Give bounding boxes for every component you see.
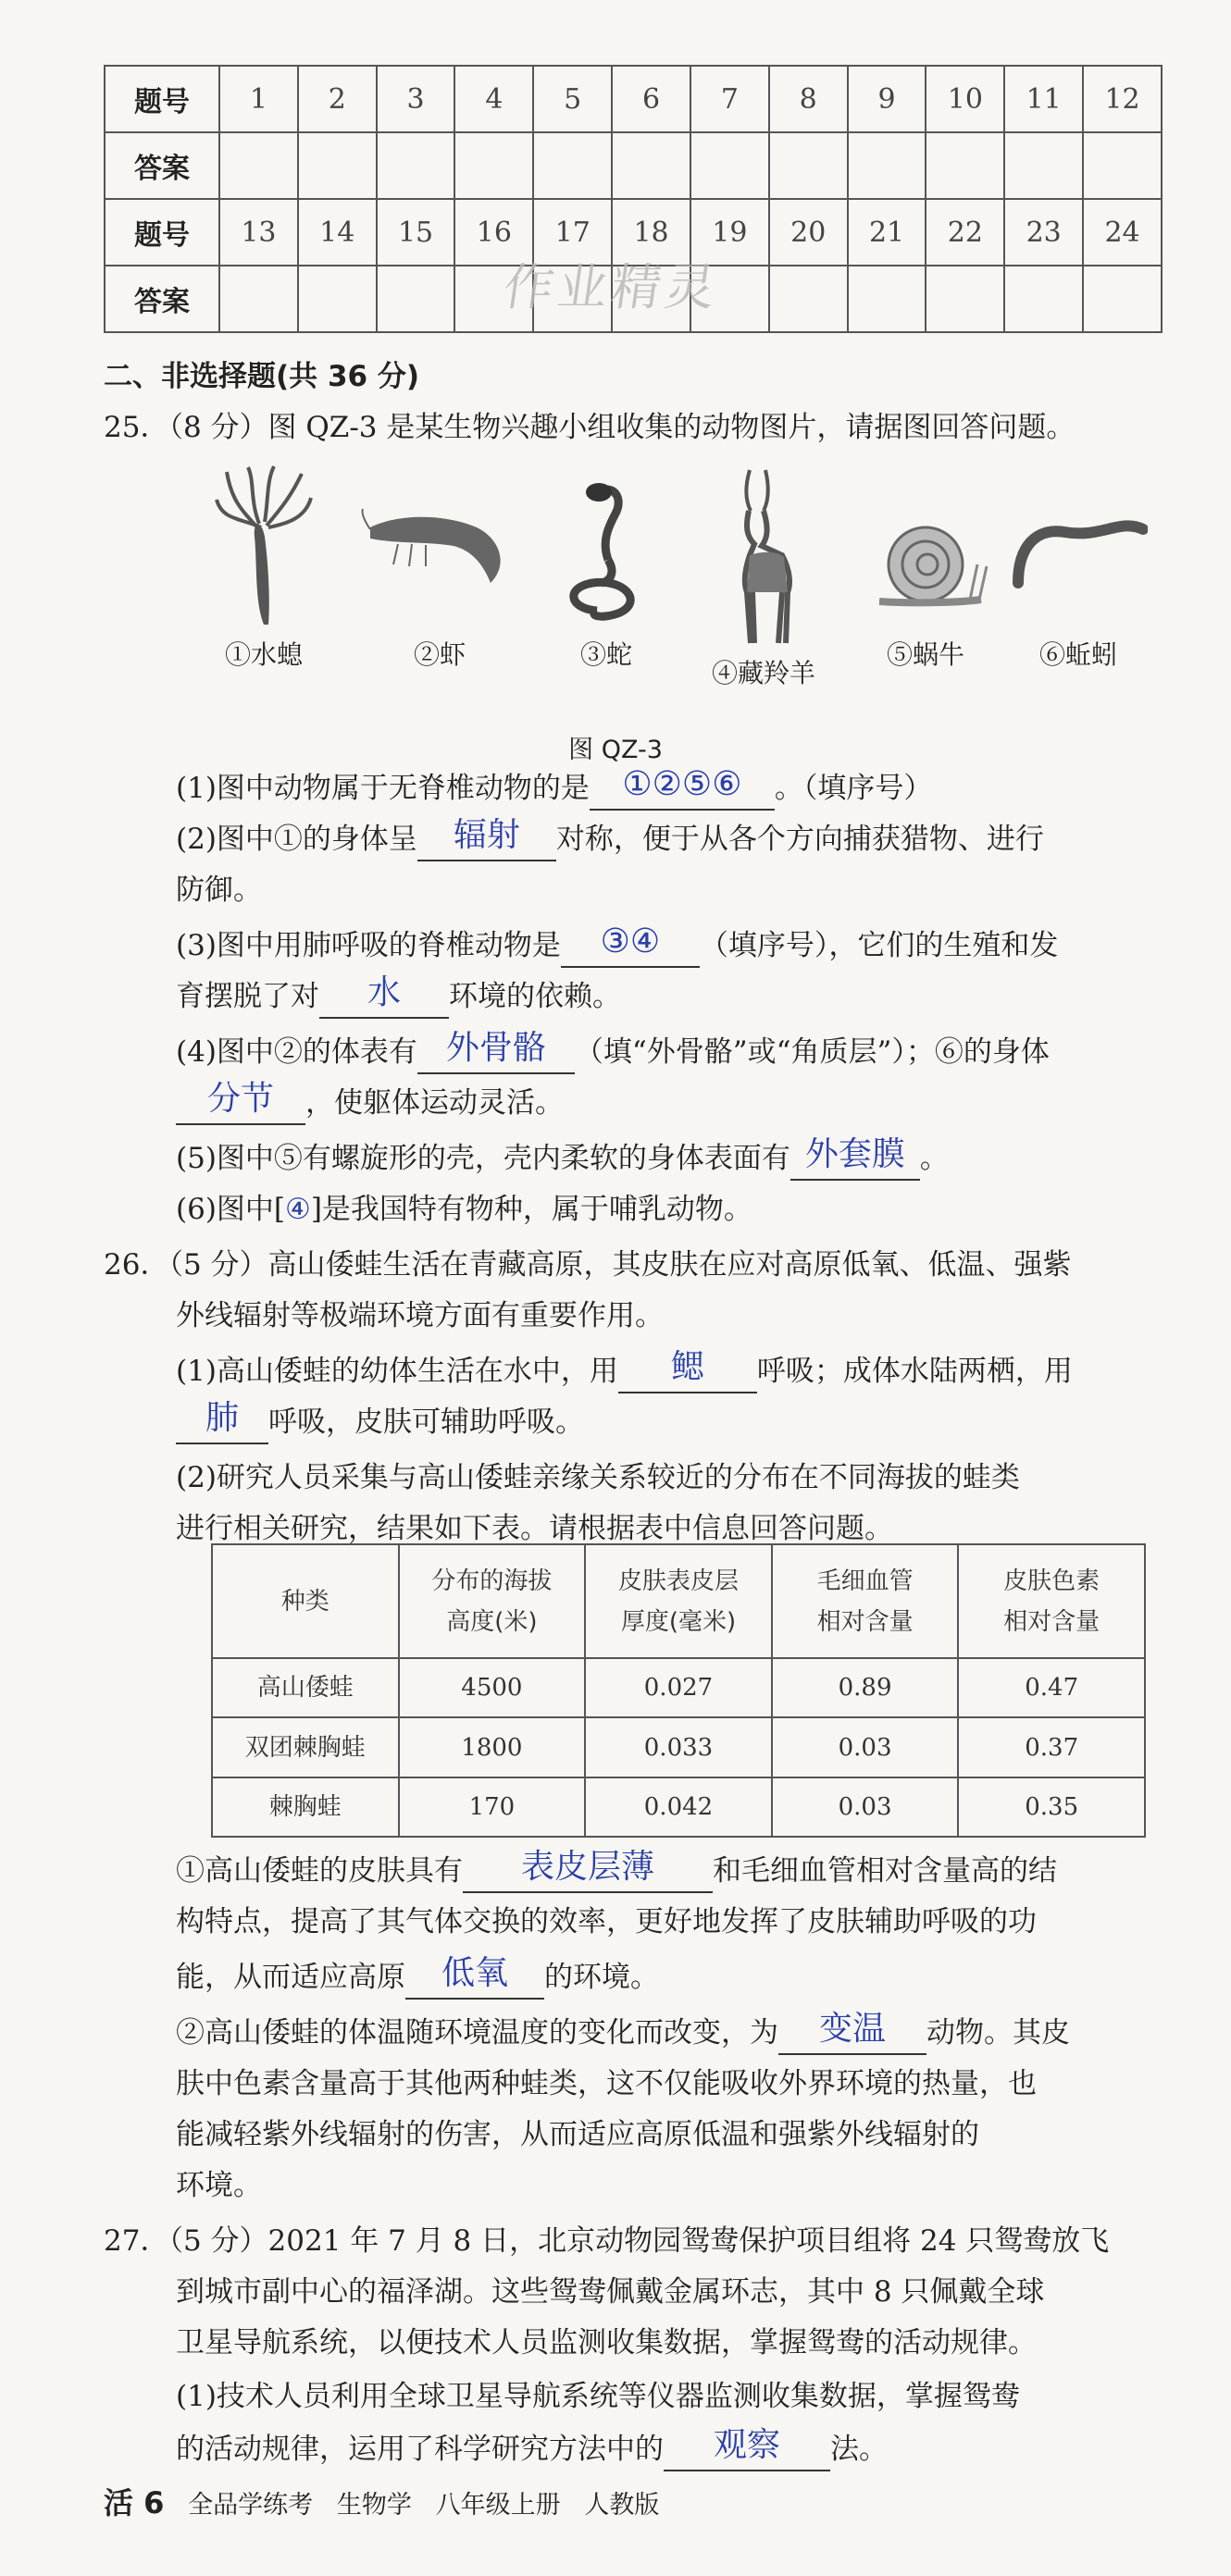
q26-s1-text: 的环境。 bbox=[544, 1961, 659, 1994]
grid-cell: 9 bbox=[848, 66, 926, 132]
q26-s1-continued: 构特点，提高了其气体交换的效率，更好地发挥了皮肤辅助呼吸的功 bbox=[176, 1905, 1037, 1938]
handwritten-answer: 辐射 bbox=[453, 816, 520, 854]
grid-cell: 6 bbox=[612, 66, 690, 132]
handwritten-answer: 肺 bbox=[205, 1399, 239, 1437]
handwritten-answer: ①②⑤⑥ bbox=[622, 765, 742, 803]
answer-blank[interactable] bbox=[778, 2012, 926, 2055]
q25-p5-text: 。 bbox=[919, 1142, 949, 1175]
q26-s2-continued-3: 环境。 bbox=[176, 2169, 262, 2202]
q25-p3-text: 环境的依赖。 bbox=[449, 980, 621, 1013]
q25-p5-text: (5)图中⑤有螺旋形的壳，壳内柔软的身体表面有 bbox=[176, 1142, 790, 1175]
table-cell: 0.47 bbox=[958, 1658, 1145, 1717]
q25-p2-text: 对称，便于从各个方向捕获猎物、进行 bbox=[555, 823, 1044, 856]
grid-cell: 17 bbox=[533, 199, 612, 266]
antelope-icon bbox=[708, 463, 819, 648]
animal-figure bbox=[194, 463, 1148, 694]
grid-label-answer: 答案 bbox=[105, 266, 219, 332]
grid-answer-cell bbox=[1004, 266, 1083, 332]
q25-part1 bbox=[176, 765, 933, 811]
q25-part4-continued bbox=[176, 1080, 564, 1125]
table-cell: 0.03 bbox=[772, 1717, 959, 1777]
q26-s1-continued-2 bbox=[176, 1954, 659, 2000]
table-cell: 1800 bbox=[399, 1717, 586, 1777]
grid-answer-cell bbox=[926, 132, 1004, 199]
section-title: 二、非选择题(共 36 分) bbox=[104, 360, 420, 393]
grid-cell: 22 bbox=[926, 199, 1004, 266]
handwritten-answer: 低氧 bbox=[441, 1954, 508, 1992]
animal-snail bbox=[856, 463, 995, 672]
handwritten-answer: 外套膜 bbox=[804, 1135, 905, 1173]
q27-stem-continued: 到城市副中心的福泽湖。这些鸳鸯佩戴金属环志，其中 8 只佩戴全球 bbox=[176, 2275, 1045, 2309]
grid-answer-cell bbox=[848, 132, 926, 199]
grid-cell: 18 bbox=[612, 199, 690, 266]
snail-icon bbox=[861, 463, 990, 629]
grid-cell: 15 bbox=[377, 199, 455, 266]
table-row bbox=[212, 1658, 1145, 1717]
q27-p1-text: 的活动规律，运用了科学研究方法中的 bbox=[176, 2433, 664, 2466]
animal-hydra bbox=[194, 463, 333, 672]
grid-cell: 16 bbox=[454, 199, 533, 266]
page-footer bbox=[104, 2480, 659, 2522]
animal-earthworm bbox=[1009, 463, 1148, 672]
answer-blank[interactable] bbox=[618, 1348, 757, 1393]
subject-name: 生物学 bbox=[336, 2491, 412, 2520]
grid-answer-cell bbox=[926, 266, 1004, 332]
grid-label-number: 题号 bbox=[105, 66, 219, 132]
table-cell: 0.89 bbox=[772, 1658, 959, 1717]
q25-p4-text: （填“外骨骼”或“角质层”）；⑥的身体 bbox=[574, 1035, 1050, 1069]
grid-cell: 14 bbox=[298, 199, 377, 266]
animal-antelope bbox=[694, 463, 833, 690]
handwritten-answer: 分节 bbox=[206, 1080, 274, 1118]
handwritten-answer: ③④ bbox=[600, 923, 661, 960]
grid-answer-cell bbox=[1083, 132, 1162, 199]
table-cell: 高山倭蛙 bbox=[212, 1658, 399, 1717]
answer-blank[interactable] bbox=[319, 973, 449, 1019]
animal-caption: ⑤蜗牛 bbox=[886, 639, 964, 670]
table-row bbox=[212, 1777, 1145, 1837]
grid-cell: 12 bbox=[1083, 66, 1162, 132]
q25-p2-continued: 防御。 bbox=[176, 873, 262, 907]
grid-answer-cell bbox=[1004, 132, 1083, 199]
series-name: 全品学练考 bbox=[188, 2491, 314, 2520]
grid-answer-cell bbox=[533, 132, 612, 199]
table-header: 分布的海拔 高度(米) bbox=[399, 1544, 586, 1658]
grid-cell: 2 bbox=[298, 66, 377, 132]
q26-s1-text: ①高山倭蛙的皮肤具有 bbox=[176, 1854, 463, 1888]
grid-answer-cell bbox=[612, 132, 690, 199]
grid-cell: 24 bbox=[1083, 199, 1162, 266]
q26-stem: 26．（5 分）高山倭蛙生活在青藏高原，其皮肤在应对高原低氧、低温、强紫 bbox=[104, 1248, 1072, 1282]
q26-stem-continued: 外线辐射等极端环境方面有重要作用。 bbox=[176, 1299, 664, 1332]
animal-caption: ④藏羚羊 bbox=[711, 658, 815, 688]
watermark: 作业精灵 bbox=[500, 258, 723, 316]
grid-answer-cell bbox=[377, 266, 455, 332]
q26-p1-text: 呼吸；成体水陆两栖，用 bbox=[756, 1355, 1073, 1388]
table-cell: 双团棘胸蛙 bbox=[212, 1717, 399, 1777]
answer-blank[interactable] bbox=[561, 925, 700, 968]
grid-cell: 21 bbox=[848, 199, 926, 266]
grid-cell: 1 bbox=[219, 66, 298, 132]
table-header: 毛细血管 相对含量 bbox=[772, 1544, 959, 1658]
q27-stem: 27．（5 分）2021 年 7 月 8 日，北京动物园鸳鸯保护项目组将 24 只鸳鸯放飞 bbox=[104, 2224, 1110, 2258]
table-cell: 0.033 bbox=[585, 1717, 772, 1777]
answer-blank[interactable] bbox=[417, 1029, 575, 1074]
table-header-row bbox=[212, 1544, 1145, 1658]
animal-caption: ②虾 bbox=[413, 639, 466, 670]
q25-p1-text: (1)图中动物属于无脊椎动物的是 bbox=[176, 772, 590, 805]
q26-s1-text: 能，从而适应高原 bbox=[176, 1961, 405, 1994]
animal-snake bbox=[537, 463, 676, 672]
table-cell: 4500 bbox=[399, 1658, 586, 1717]
grid-cell: 13 bbox=[219, 199, 298, 266]
table-cell: 0.35 bbox=[958, 1777, 1145, 1837]
q27-p1-text: 法。 bbox=[830, 2433, 888, 2466]
q26-s2-text: 动物。其皮 bbox=[926, 2016, 1070, 2050]
answer-blank[interactable] bbox=[590, 765, 775, 811]
grid-answer-cell bbox=[848, 266, 926, 332]
grid-cell: 11 bbox=[1004, 66, 1083, 132]
q25-part3-continued bbox=[176, 973, 621, 1019]
q25-p4-text: ，使躯体运动灵活。 bbox=[305, 1086, 564, 1120]
q25-part5 bbox=[176, 1135, 949, 1181]
q25-p2-text: (2)图中①的身体呈 bbox=[176, 823, 417, 856]
q26-s2-continued: 肤中色素含量高于其他两种蛙类，这不仅能吸收外界环境的热量，也 bbox=[176, 2067, 1037, 2100]
handwritten-answer: 观察 bbox=[713, 2426, 780, 2464]
animal-caption: ⑥蚯蚓 bbox=[1038, 639, 1117, 670]
q26-p1-text: (1)高山倭蛙的幼体生活在水中，用 bbox=[176, 1355, 618, 1388]
answer-blank[interactable] bbox=[405, 1954, 544, 2000]
grid-row-numbers-1 bbox=[105, 66, 1162, 132]
animal-caption: ①水螅 bbox=[224, 639, 303, 670]
grid-label-answer: 答案 bbox=[105, 132, 219, 199]
grid-label-number: 题号 bbox=[105, 199, 219, 266]
figure-caption: 图 QZ-3 bbox=[568, 736, 663, 764]
table-row bbox=[212, 1717, 1145, 1777]
q25-p4-text: (4)图中②的体表有 bbox=[176, 1035, 417, 1069]
q27-part1-continued bbox=[176, 2426, 888, 2471]
page-number: 活 6 bbox=[104, 2485, 165, 2520]
answer-blank[interactable] bbox=[176, 1399, 268, 1444]
edition-name: 人教版 bbox=[584, 2491, 660, 2520]
animal-caption: ③蛇 bbox=[579, 639, 632, 670]
grid-answer-cell bbox=[1083, 266, 1162, 332]
handwritten-answer: 表皮层薄 bbox=[520, 1848, 654, 1886]
grid-answer-cell bbox=[769, 266, 848, 332]
q26-part1 bbox=[176, 1348, 1073, 1393]
grid-answer-cell bbox=[298, 132, 377, 199]
handwritten-answer: 外骨骼 bbox=[445, 1029, 546, 1067]
q25-part6 bbox=[176, 1189, 752, 1230]
handwritten-answer: 水 bbox=[367, 973, 401, 1011]
earthworm-icon bbox=[1009, 463, 1148, 629]
grid-cell: 7 bbox=[690, 66, 769, 132]
grid-answer-cell bbox=[690, 132, 769, 199]
handwritten-answer: 鳃 bbox=[670, 1348, 704, 1386]
grid-cell: 20 bbox=[769, 199, 848, 266]
grid-cell: 10 bbox=[926, 66, 1004, 132]
grid-row-answers-1 bbox=[105, 132, 1162, 199]
q25-part3 bbox=[176, 925, 1058, 968]
table-cell: 棘胸蛙 bbox=[212, 1777, 399, 1837]
table-cell: 170 bbox=[399, 1777, 586, 1837]
grid-answer-cell bbox=[377, 132, 455, 199]
handwritten-answer: 变温 bbox=[818, 2010, 886, 2048]
q25-p1-text: 。（填序号） bbox=[774, 772, 933, 805]
hydra-icon bbox=[213, 463, 315, 629]
grid-answer-cell bbox=[769, 132, 848, 199]
q25-stem: 25．（8 分）图 QZ-3 是某生物兴趣小组收集的动物图片，请据图回答问题。 bbox=[104, 411, 1076, 444]
table-header: 种类 bbox=[212, 1544, 399, 1658]
snake-icon bbox=[551, 463, 662, 629]
q25-part2 bbox=[176, 816, 1044, 861]
grid-answer-cell bbox=[298, 266, 377, 332]
table-header: 皮肤色素 相对含量 bbox=[958, 1544, 1145, 1658]
q27-part1: (1)技术人员利用全球卫星导航系统等仪器监测收集数据，掌握鸳鸯 bbox=[176, 2380, 1020, 2413]
q26-part1-continued bbox=[176, 1399, 584, 1444]
grid-answer-cell bbox=[454, 132, 533, 199]
q26-s1-text: 和毛细血管相对含量高的结 bbox=[713, 1854, 1057, 1888]
q26-sub2 bbox=[176, 2012, 1070, 2055]
answer-blank[interactable] bbox=[176, 1080, 305, 1125]
grid-answer-cell bbox=[219, 132, 298, 199]
q25-p6-text: ]是我国特有物种，属于哺乳动物。 bbox=[310, 1193, 752, 1226]
q25-p3-text: 育摆脱了对 bbox=[176, 980, 319, 1013]
q27-stem-continued-2: 卫星导航系统，以便技术人员监测收集数据，掌握鸳鸯的活动规律。 bbox=[176, 2326, 1037, 2359]
grid-cell: 19 bbox=[690, 199, 769, 266]
q25-p3-text: （填序号），它们的生殖和发 bbox=[699, 929, 1059, 962]
grid-cell: 23 bbox=[1004, 199, 1083, 266]
answer-blank[interactable] bbox=[790, 1135, 920, 1181]
q25-part4 bbox=[176, 1029, 1050, 1074]
animal-shrimp bbox=[361, 463, 518, 672]
q25-p6-text: (6)图中[ bbox=[176, 1193, 286, 1226]
q25-p3-text: (3)图中用肺呼吸的脊椎动物是 bbox=[176, 929, 561, 962]
q26-s2-text: ②高山倭蛙的体温随环境温度的变化而改变，为 bbox=[176, 2016, 778, 2050]
q26-s2-continued-2: 能减轻紫外线辐射的伤害，从而适应高原低温和强紫外线辐射的 bbox=[176, 2118, 979, 2151]
table-cell: 0.027 bbox=[585, 1658, 772, 1717]
answer-blank[interactable] bbox=[417, 816, 556, 861]
grid-cell: 3 bbox=[377, 66, 455, 132]
handwritten-answer: ④ bbox=[285, 1193, 311, 1226]
q26-part2-continued: 进行相关研究，结果如下表。请根据表中信息回答问题。 bbox=[176, 1512, 893, 1545]
grade-name: 八年级上册 bbox=[435, 2491, 561, 2520]
table-header: 皮肤表皮层 厚度(毫米) bbox=[585, 1544, 772, 1658]
q26-sub1 bbox=[176, 1848, 1057, 1893]
frog-data-table bbox=[211, 1543, 1146, 1838]
table-cell: 0.042 bbox=[585, 1777, 772, 1837]
q26-part2: (2)研究人员采集与高山倭蛙亲缘关系较近的分布在不同海拔的蛙类 bbox=[176, 1461, 1020, 1494]
answer-blank[interactable] bbox=[664, 2426, 830, 2471]
grid-cell: 4 bbox=[454, 66, 533, 132]
table-cell: 0.03 bbox=[772, 1777, 959, 1837]
shrimp-icon bbox=[361, 463, 518, 629]
table-cell: 0.37 bbox=[958, 1717, 1145, 1777]
grid-cell: 5 bbox=[533, 66, 612, 132]
grid-answer-cell bbox=[219, 266, 298, 332]
answer-blank[interactable] bbox=[463, 1848, 713, 1893]
grid-cell: 8 bbox=[769, 66, 848, 132]
q26-p1-text: 呼吸，皮肤可辅助呼吸。 bbox=[268, 1406, 584, 1439]
